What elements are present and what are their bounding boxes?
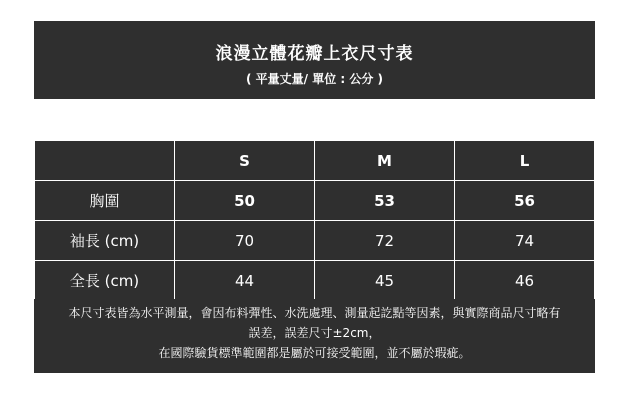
measurement-note xyxy=(34,299,595,373)
note-line: 誤差，誤差尺寸±2cm， xyxy=(248,326,381,340)
note-line: 在國際驗貨標準範圍都是屬於可接受範圍，並不屬於瑕疵。 xyxy=(158,346,471,360)
row-label-length: 全長 (cm) xyxy=(35,261,175,301)
table-cell: 56 xyxy=(455,181,595,221)
header-cell-empty xyxy=(35,141,175,181)
size-chart-header xyxy=(34,21,595,99)
table-row xyxy=(35,261,595,301)
page-title: 浪漫立體花瓣上衣尺寸表 xyxy=(215,44,414,64)
row-label-chest: 胸圍 xyxy=(35,181,175,221)
size-table xyxy=(34,140,595,301)
table-cell: 70 xyxy=(175,221,315,261)
table-cell: 50 xyxy=(175,181,315,221)
row-label-sleeve: 袖長 (cm) xyxy=(35,221,175,261)
table-cell: 72 xyxy=(315,221,455,261)
table-cell: 46 xyxy=(455,261,595,301)
table-cell: 53 xyxy=(315,181,455,221)
header-cell-l: L xyxy=(455,141,595,181)
header-cell-m: M xyxy=(315,141,455,181)
table-cell: 45 xyxy=(315,261,455,301)
table-row xyxy=(35,181,595,221)
unit-subtitle: ( 平量丈量/ 單位 : 公分 ) xyxy=(245,72,384,86)
header-cell-s: S xyxy=(175,141,315,181)
table-cell: 74 xyxy=(455,221,595,261)
note-line: 本尺寸表皆為水平測量，會因布料彈性、水洗處理、測量起訖點等因素，與實際商品尺寸略有 xyxy=(68,306,561,320)
table-row xyxy=(35,221,595,261)
table-header-row xyxy=(35,141,595,181)
table-cell: 44 xyxy=(175,261,315,301)
